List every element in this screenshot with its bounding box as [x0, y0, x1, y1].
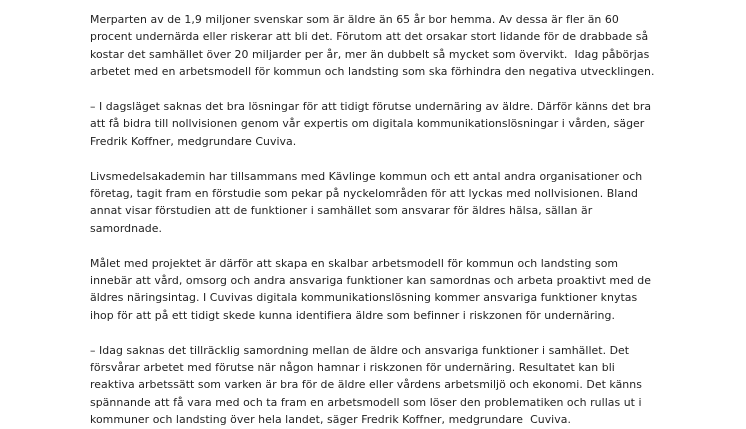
- text-line: annat visar förstudien att de funktioner i samhället som ansvarar för äldres hälsa, sällan är: [90, 204, 593, 218]
- text-line: ihop för att på ett tidigt skede kunna identifiera äldre som befinner i riskzonen för undernäring.: [90, 308, 615, 322]
- document-body: [90, 11, 670, 429]
- text-line: kostar det samhället över 20 miljarder per år, mer än dubbelt så mycket som övervikt. Idag påbörjas: [90, 47, 650, 61]
- text-line: reaktiva arbetssätt som varken är bra för de äldre eller vårdens arbetsmiljö och ekonomi. Det känns: [90, 378, 642, 392]
- paragraph-project-goal: [90, 255, 670, 325]
- text-line: arbetet med en arbetsmodell för kommun och landsting som ska förhindra den negativa utvecklingen.: [90, 65, 655, 79]
- text-line: att få bidra till nollvisionen genom vår expertis om digitala kommunikationslösningar i vården, säger: [90, 117, 645, 131]
- text-line: samordnade.: [90, 221, 163, 235]
- text-line: procent undernärda eller riskerar att bli det. Förutom att det orsakar stort lidande för de drabbade så: [90, 30, 649, 44]
- text-line: Merparten av de 1,9 miljoner svenskar som är äldre än 65 år bor hemma. Av dessa är fler än 60: [90, 13, 619, 26]
- text-line: innebär att vård, omsorg och andra ansvariga funktioner kan samordnas och arbeta proaktivt med de: [90, 274, 652, 288]
- text-line: Livsmedelsakademin har tillsammans med Kävlinge kommun och ett antal andra organisationer och: [90, 169, 643, 183]
- text-line: Målet med projektet är därför att skapa en skalbar arbetsmodell för kommun och landsting som: [90, 256, 619, 270]
- paragraph-quote-1: [90, 98, 670, 150]
- text-line: försvårar arbetet med förutse när någon hamnar i riskzonen för undernäring. Resultatet kan bli: [90, 361, 615, 375]
- text-line: spännande att få vara med och ta fram en arbetsmodell som löser den problematiken och rullas ut i: [90, 395, 642, 409]
- paragraph-quote-2: [90, 342, 670, 429]
- text-line: Fredrik Koffner, medgrundare Cuviva.: [90, 134, 297, 148]
- text-line: – Idag saknas det tillräcklig samordning mellan de äldre och ansvariga funktioner i samhället. Det: [90, 343, 630, 357]
- text-line: kommuner och landsting över hela landet, säger Fredrik Koffner, medgrundare Cuviva.: [90, 413, 571, 427]
- paragraph-feasibility-study: [90, 168, 670, 238]
- text-line: äldres näringsintag. I Cuvivas digitala kommunikationslösning kommer ansvariga funktioner knytas: [90, 291, 638, 305]
- text-line: företag, tagit fram en förstudie som pekar på nyckelområden för att lyckas med nollvisionen. Bland: [90, 187, 638, 201]
- text-line: – I dagsläget saknas det bra lösningar för att tidigt förutse undernäring av äldre. Därför känns det bra: [90, 100, 652, 114]
- paragraph-intro: [90, 11, 670, 81]
